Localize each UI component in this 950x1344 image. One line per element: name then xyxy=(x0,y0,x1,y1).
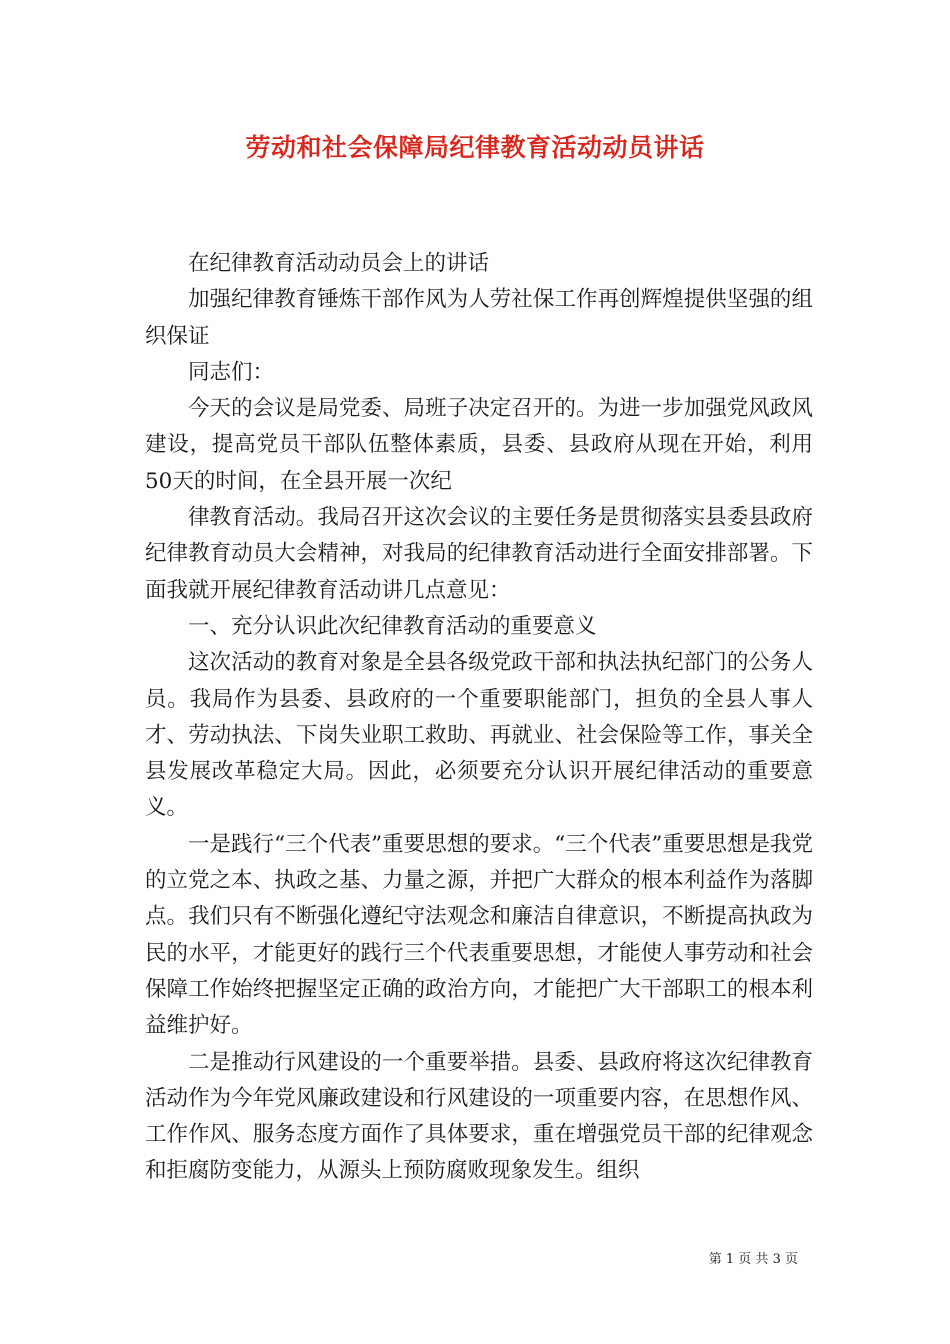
body-paragraph: 这次活动的教育对象是全县各级党政干部和执法执纪部门的公务人员。我局作为县委、县政府的一个重要职能部门，担负的全县人事人才、劳动执法、下岗失业职工救助、再就业、社会保险等工作，事关全县发展改革稳定大局。因此，必须要充分认识开展纪律活动的重要意义。 xyxy=(145,650,813,821)
page-number-footer xyxy=(709,1248,798,1267)
document-body xyxy=(145,246,813,1190)
body-paragraph: 一是践行“三个代表”重要思想的要求。“三个代表”重要思想是我党的立党之本、执政之基、力量之源，并把广大群众的根本利益作为落脚点。我们只有不断强化遵纪守法观念和廉洁自律意识，不断提高执政为民的水平，才能更好的践行三个代表重要思想，才能使人事劳动和社会保障工作始终把握坚定正确的政治方向，才能把广大干部职工的根本利益维护好。 xyxy=(145,831,813,1039)
body-paragraph: 今天的会议是局党委、局班子决定召开的。为进一步加强党风政风建设，提高党员干部队伍整体素质，县委、县政府从现在开始，利用50天的时间，在全县开展一次纪 xyxy=(145,396,813,494)
salutation: 同志们： xyxy=(188,359,275,385)
document-title: 劳动和社会保障局纪律教育活动动员讲话 xyxy=(245,133,705,162)
body-paragraph: 二是推动行风建设的一个重要举措。县委、县政府将这次纪律教育活动作为今年党风廉政建设和行风建设的一项重要内容，在思想作风、工作作风、服务态度方面作了具体要求，重在增强党员干部的纪律观念和拒腐防变能力，从源头上预防腐败现象发生。组织 xyxy=(145,1049,813,1184)
footer-suffix: 页 xyxy=(784,1252,798,1267)
speech-heading: 在纪律教育活动动员会上的讲话 xyxy=(188,251,490,276)
section-heading: 一、充分认识此次纪律教育活动的重要意义 xyxy=(188,613,597,639)
footer-prefix: 第 xyxy=(708,1252,722,1267)
body-paragraph: 律教育活动。我局召开这次会议的主要任务是贯彻落实县委县政府纪律教育动员大会精神，对我局的纪律教育活动进行全面安排部署。下面我就开展纪律教育活动讲几点意见： xyxy=(145,505,813,603)
total-pages-number: 3 xyxy=(772,1252,781,1267)
footer-middle: 页 共 xyxy=(738,1252,769,1267)
speech-subtitle: 加强纪律教育锤炼干部作风为人劳社保工作再创辉煌提供坚强的组织保证 xyxy=(145,287,813,349)
current-page-number: 1 xyxy=(725,1252,735,1267)
